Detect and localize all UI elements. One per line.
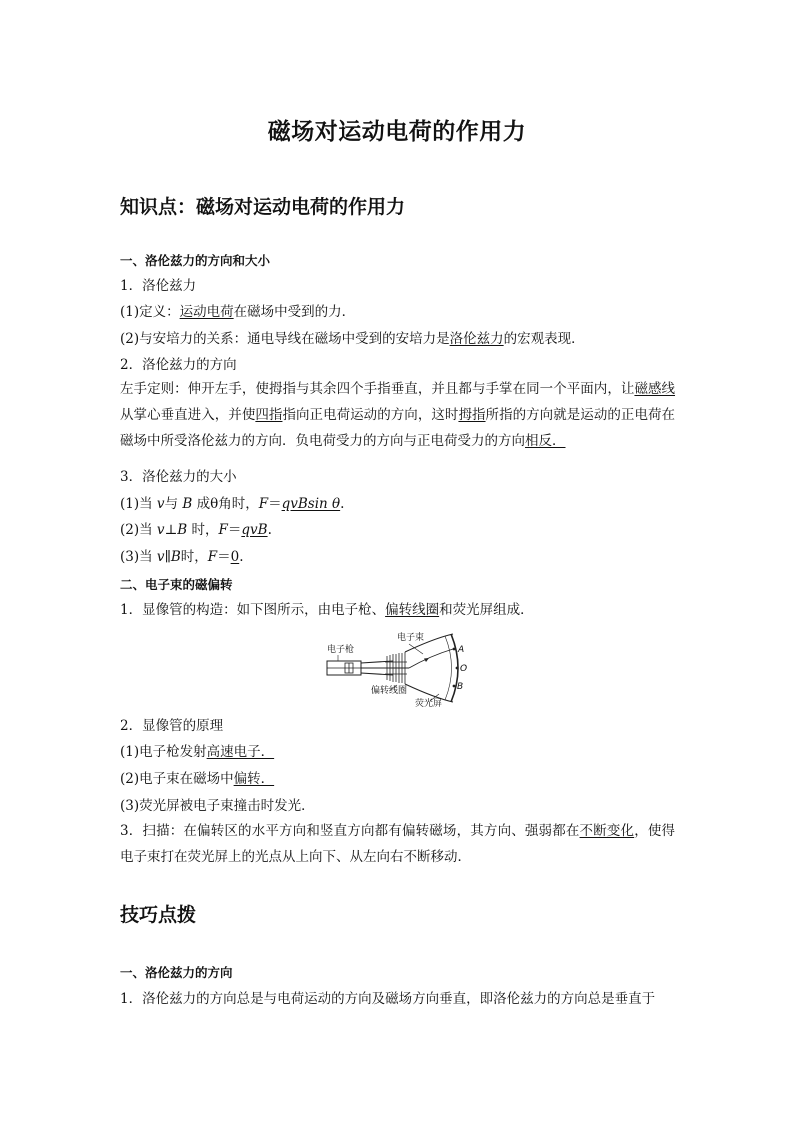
electron-beam-shape (409, 649, 453, 668)
label-screen: 荧光屏 (415, 699, 443, 708)
magnitude-case-1 (120, 494, 344, 514)
crt-structure-answer: 偏转线圈 (385, 602, 440, 618)
m2-a: (2)当 (120, 522, 157, 538)
definition-answer: 运动电荷 (179, 304, 234, 320)
lhr-text-3: 指向正电荷运动的方向，这时 (282, 407, 459, 423)
item-crt-principle: 2．显像管的原理 (120, 718, 224, 734)
scan-answer: 不断变化 (579, 823, 635, 839)
m2-d: ＝ (227, 522, 242, 538)
scan-paragraph (120, 818, 675, 870)
m3-B: B (170, 549, 181, 565)
principle-2 (120, 769, 274, 789)
m1-v: v (156, 496, 165, 512)
lhr-answer-2: 四指 (255, 407, 283, 423)
crt-structure-suffix: 和荧光屏组成． (439, 602, 534, 618)
m1-b: 与 (164, 496, 183, 512)
lhr-text-2: 从掌心垂直进入，并使 (120, 407, 256, 423)
m2-e: . (267, 522, 272, 538)
left-hand-rule-paragraph (120, 376, 675, 454)
relation-suffix: 的宏观表现． (503, 331, 585, 347)
lhr-answer-4: 相反． (525, 433, 566, 449)
crt-structure-line (120, 600, 534, 620)
m1-answer: qvBsin θ (281, 496, 341, 512)
m3-F: F (207, 549, 218, 565)
principle-1-answer: 高速电子． (206, 744, 275, 760)
m1-F: F (258, 496, 269, 512)
scan-prefix: 3．扫描：在偏转区的水平方向和竖直方向都有偏转磁场，其方向、强弱都在 (120, 823, 580, 839)
m2-c: 时， (187, 522, 219, 538)
lhr-text-1: 左手定则：伸开左手，使拇指与其余四个手指垂直，并且都与手掌在同一个平面内，让 (120, 381, 635, 397)
m1-e: . (340, 496, 345, 512)
lhr-text-4: 所指的方向就是运动的正电荷在磁场中所受洛伦兹力的方向．负电荷受力的方向与正电荷受力的方向 (120, 407, 676, 449)
principle-3: (3)荧光屏被电子束撞击时发光． (120, 798, 315, 814)
m2-v: v (156, 522, 165, 538)
m3-c: 时， (180, 549, 208, 565)
m1-d: ＝ (268, 496, 282, 512)
subsection-heading-beam: 二、电子束的磁偏转 (120, 577, 233, 592)
tips-item-1: 1．洛伦兹力的方向总是与电荷运动的方向及磁场方向垂直，即洛伦兹力的方向总是垂直于 (120, 991, 656, 1007)
label-point-O: O (460, 664, 468, 674)
magnitude-case-3 (120, 547, 244, 567)
m2-b: ⊥ (164, 522, 178, 538)
m1-a: (1)当 (120, 496, 157, 512)
m3-d: ＝ (217, 549, 231, 565)
label-electron-gun: 电子枪 (327, 645, 355, 655)
definition-line (120, 302, 355, 322)
item-lorentz-force: 1．洛伦兹力 (120, 278, 197, 294)
crt-diagram (325, 628, 475, 708)
definition-prefix: (1)定义： (120, 304, 180, 320)
m1-c: 成θ角时， (192, 496, 259, 512)
section-heading-knowledge: 知识点：磁场对运动电荷的作用力 (120, 196, 406, 218)
label-electron-beam: 电子束 (397, 633, 425, 643)
scan-suffix: ，使得电子束打在荧光屏上的光点从上向下、从左向右不断移动． (120, 823, 676, 865)
principle-1 (120, 742, 274, 762)
label-point-A: A (458, 645, 465, 655)
label-deflection-coil: 偏转线圈 (371, 686, 408, 696)
relation-prefix: (2)与安培力的关系：通电导线在磁场中受到的安培力是 (120, 331, 450, 347)
m2-F: F (218, 522, 228, 538)
item-lorentz-magnitude: 3．洛伦兹力的大小 (120, 469, 237, 485)
relation-answer: 洛伦兹力 (449, 331, 504, 347)
section-heading-tips: 技巧点拨 (120, 904, 197, 926)
lhr-answer-1: 磁感线 (634, 381, 676, 397)
subsection-heading-lorentz: 一、洛伦兹力的方向和大小 (120, 253, 271, 268)
m2-answer: qvB (241, 522, 268, 538)
lhr-answer-3: 拇指 (458, 407, 486, 423)
item-lorentz-direction: 2．洛伦兹力的方向 (120, 357, 237, 373)
m2-B: B (177, 522, 188, 538)
m3-answer: 0 (230, 549, 240, 565)
m3-a: (3)当 (120, 549, 157, 565)
m1-B: B (182, 496, 193, 512)
principle-2-answer: 偏转． (233, 771, 275, 787)
page-title: 磁场对运动电荷的作用力 (267, 119, 527, 145)
definition-suffix: 在磁场中受到的力． (233, 304, 356, 320)
principle-2-prefix: (2)电子束在磁场中 (120, 771, 234, 787)
magnitude-case-2 (120, 520, 272, 540)
subsection-heading-direction: 一、洛伦兹力的方向 (120, 965, 233, 980)
principle-1-prefix: (1)电子枪发射 (120, 744, 207, 760)
m3-v: v (156, 549, 165, 565)
relation-line (120, 329, 585, 349)
label-point-B: B (457, 682, 464, 692)
m3-b: ∥ (164, 549, 171, 565)
m3-e: . (239, 549, 244, 565)
crt-structure-prefix: 1．显像管的构造：如下图所示，由电子枪、 (120, 602, 386, 618)
